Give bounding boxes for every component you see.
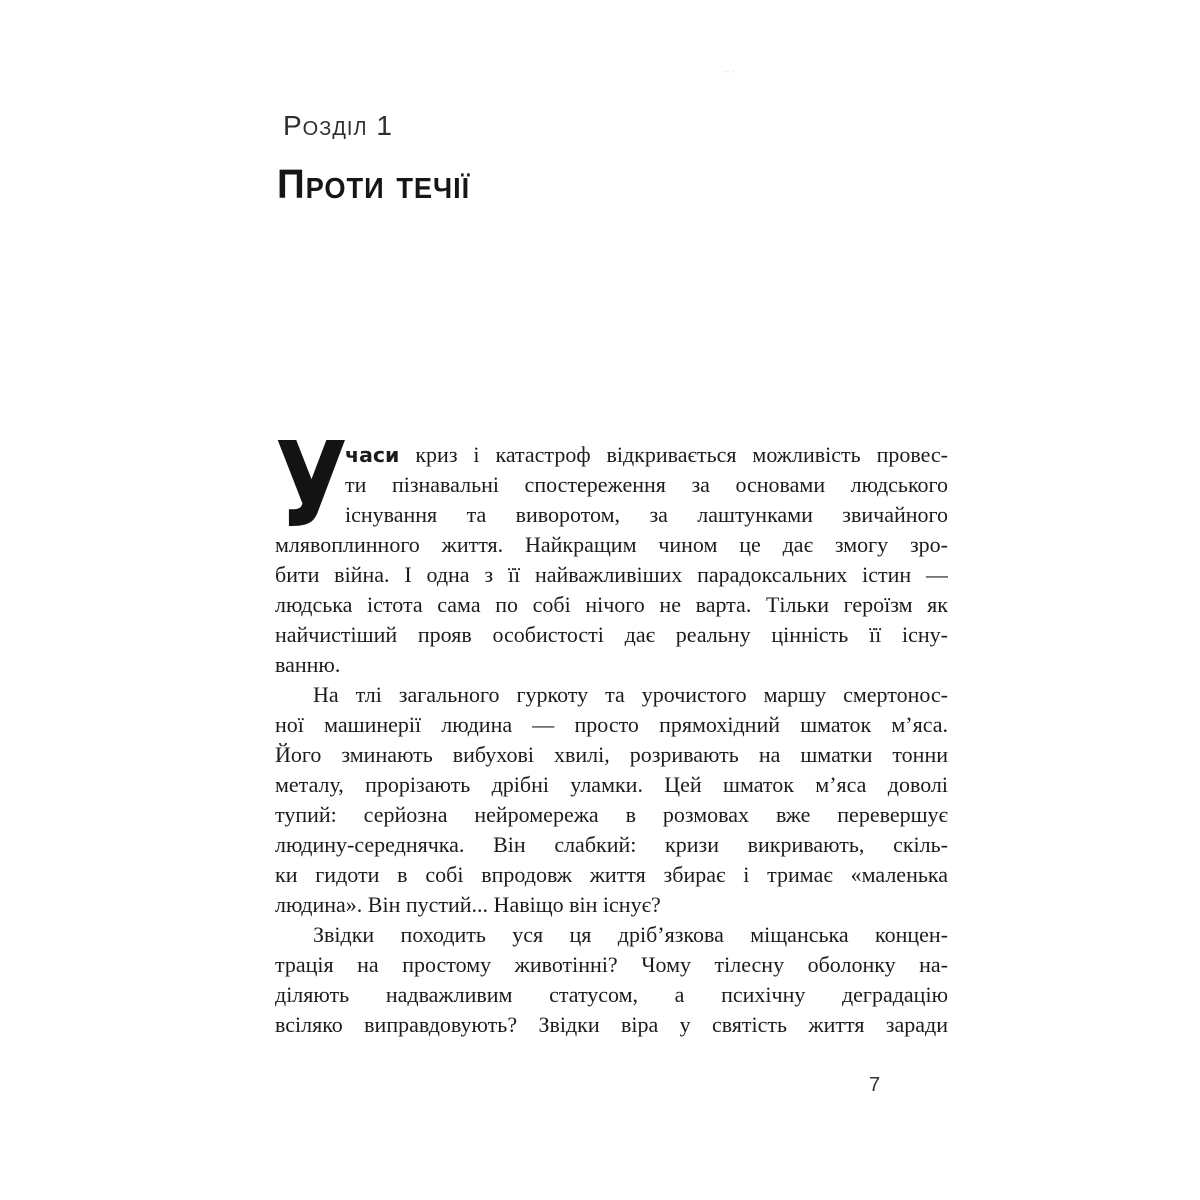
text-line: ти пізнавальні спостереження за основами людського	[345, 472, 948, 497]
faint-print-mark: ··	[724, 66, 740, 78]
text-line: людська істота сама по собі нічого не варта. Тільки героїзм як	[275, 592, 948, 617]
text-line: ної машинерії людина — просто прямохідний шматок м’яса.	[275, 712, 948, 737]
text-line: На тлі загального гуркоту та урочистого маршу смертонос-	[313, 682, 948, 707]
text-line-first	[345, 440, 948, 470]
text-line: всіляко виправдовують? Звідки віра у святість життя заради	[275, 1012, 948, 1037]
dropcap-glyph: У	[275, 416, 348, 554]
text-line-first-rest: криз і катастроф відкривається можливість провес-	[399, 442, 948, 467]
dropcap-letter	[275, 416, 348, 554]
text-line: млявоплинного життя. Найкращим чином це дає змогу зро-	[275, 532, 948, 557]
text-line: діляють надважливим статусом, а психічну деградацію	[275, 982, 948, 1007]
text-line: Його зминають вибухові хвилі, розривають на шматки тонни	[275, 742, 948, 767]
chapter-title: Проти течії	[277, 161, 471, 207]
page-number: 7	[869, 1074, 881, 1096]
text-line: людину-середнячка. Він слабкий: кризи викривають, скіль-	[275, 832, 948, 857]
text-line: металу, прорізають дрібні уламки. Цей шматок м’яса доволі	[275, 772, 948, 797]
text-line: ванню.	[275, 652, 341, 677]
text-line: ки гидоти в собі впродовж життя збирає і тримає «маленька	[275, 862, 948, 887]
text-line: Звідки походить уся ця дріб’язкова міщанська концен-	[313, 922, 948, 947]
text-line: тупий: серйозна нейромережа в розмовах вже перевершує	[275, 802, 948, 827]
body-text-block	[275, 416, 948, 1040]
text-line: найчистіший прояв особистості дає реальну цінність її існу-	[275, 622, 948, 647]
text-line: бити війна. І одна з її найважливіших парадоксальних істин —	[275, 562, 948, 587]
lead-bold-word: часи	[345, 443, 400, 467]
text-line: існування та виворотом, за лаштунками звичайного	[345, 502, 948, 527]
text-line: людина». Він пустий... Навіщо він існує?	[275, 892, 661, 917]
chapter-label: Розділ 1	[283, 110, 393, 141]
text-line: трація на простому животінні? Чому тілесну оболонку на-	[275, 952, 948, 977]
